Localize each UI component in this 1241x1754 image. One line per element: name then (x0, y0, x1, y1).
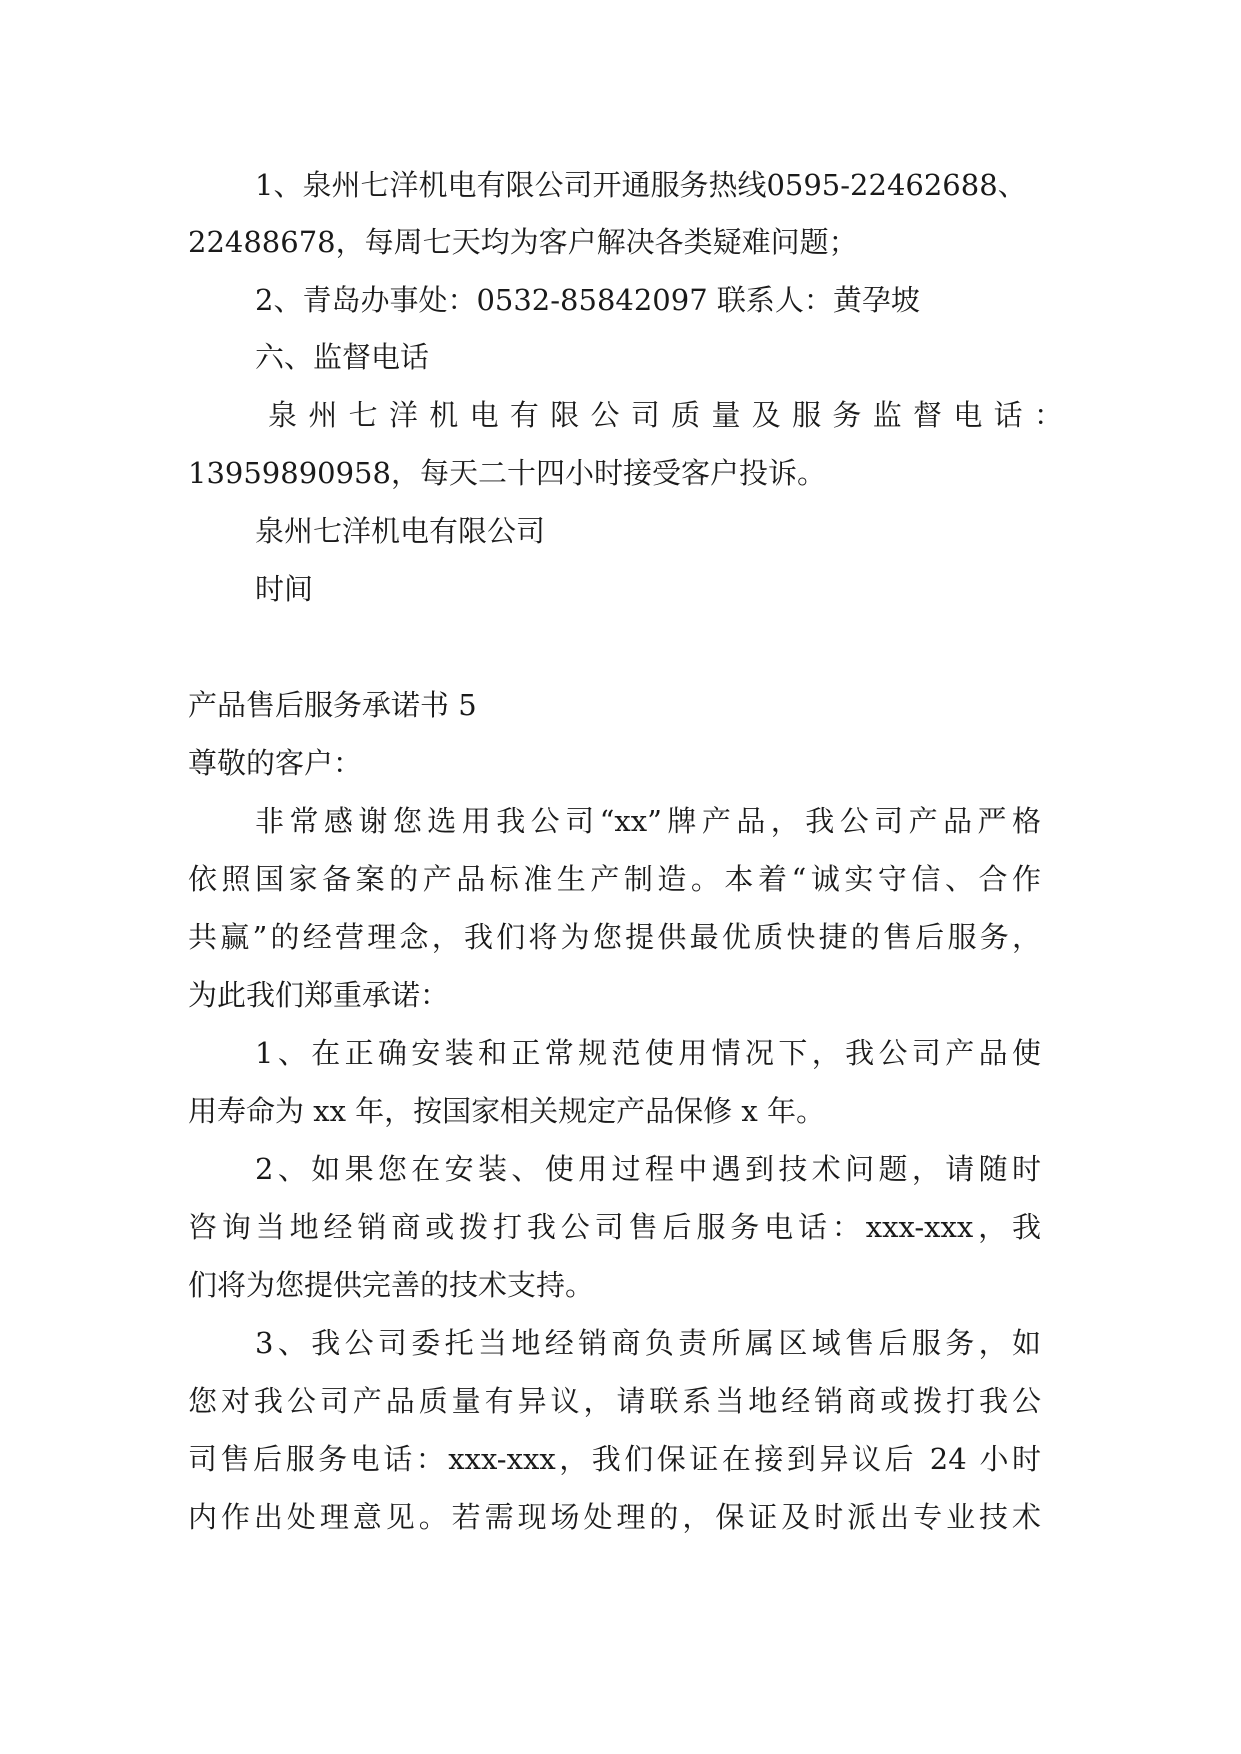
service-hotline-line2: 22488678，每周七天均为客户解决各类疑难问题； (188, 225, 858, 259)
promise-3-line-3: 司售后服务电话：xxx-xxx，我们保证在接到异议后 24 小时 (188, 1442, 1041, 1476)
promise-2-line-2: 咨询当地经销商或拨打我公司售后服务电话：xxx-xxx，我 (188, 1210, 1041, 1244)
intro-line-2: 依照国家备案的产品标准生产制造。本着“诚实守信、合作 (188, 862, 1041, 896)
promise-2-line-1: 2、如果您在安装、使用过程中遇到技术问题，请随时 (255, 1152, 1041, 1186)
promise-2-line-3: 们将为您提供完善的技术支持。 (188, 1268, 595, 1302)
promise-3-line-1: 3、我公司委托当地经销商负责所属区域售后服务，如 (255, 1326, 1041, 1360)
section-heading-supervision: 六、监督电话 (255, 340, 430, 374)
qingdao-office-line: 2、青岛办事处：0532-85842097 联系人：黄孕坡 (255, 283, 920, 317)
date-label: 时间 (255, 572, 314, 606)
intro-line-1: 非常感谢您选用我公司“xx”牌产品，我公司产品严格 (255, 804, 1041, 838)
promise-3-line-4: 内作出处理意见。若需现场处理的，保证及时派出专业技术 (188, 1500, 1041, 1534)
supervision-phone-line2: 13959890958，每天二十四小时接受客户投诉。 (188, 456, 826, 490)
service-hotline-line1: 1、泉州七洋机电有限公司开通服务热线0595-22462688、 (255, 168, 1027, 202)
letter-title: 产品售后服务承诺书 5 (188, 688, 477, 722)
company-signature: 泉州七洋机电有限公司 (255, 514, 546, 548)
intro-line-4: 为此我们郑重承诺： (188, 978, 450, 1012)
promise-3-line-2: 您对我公司产品质量有异议，请联系当地经销商或拨打我公 (188, 1384, 1041, 1418)
intro-line-3: 共赢”的经营理念，我们将为您提供最优质快捷的售后服务， (188, 920, 1041, 954)
letter-salutation: 尊敬的客户： (188, 746, 363, 780)
promise-1-line-1: 1、在正确安装和正常规范使用情况下，我公司产品使 (255, 1036, 1041, 1070)
promise-1-line-2: 用寿命为 xx 年，按国家相关规定产品保修 x 年。 (188, 1094, 825, 1128)
supervision-phone-line1: 泉州七洋机电有限公司质量及服务监督电话： (268, 398, 1063, 432)
